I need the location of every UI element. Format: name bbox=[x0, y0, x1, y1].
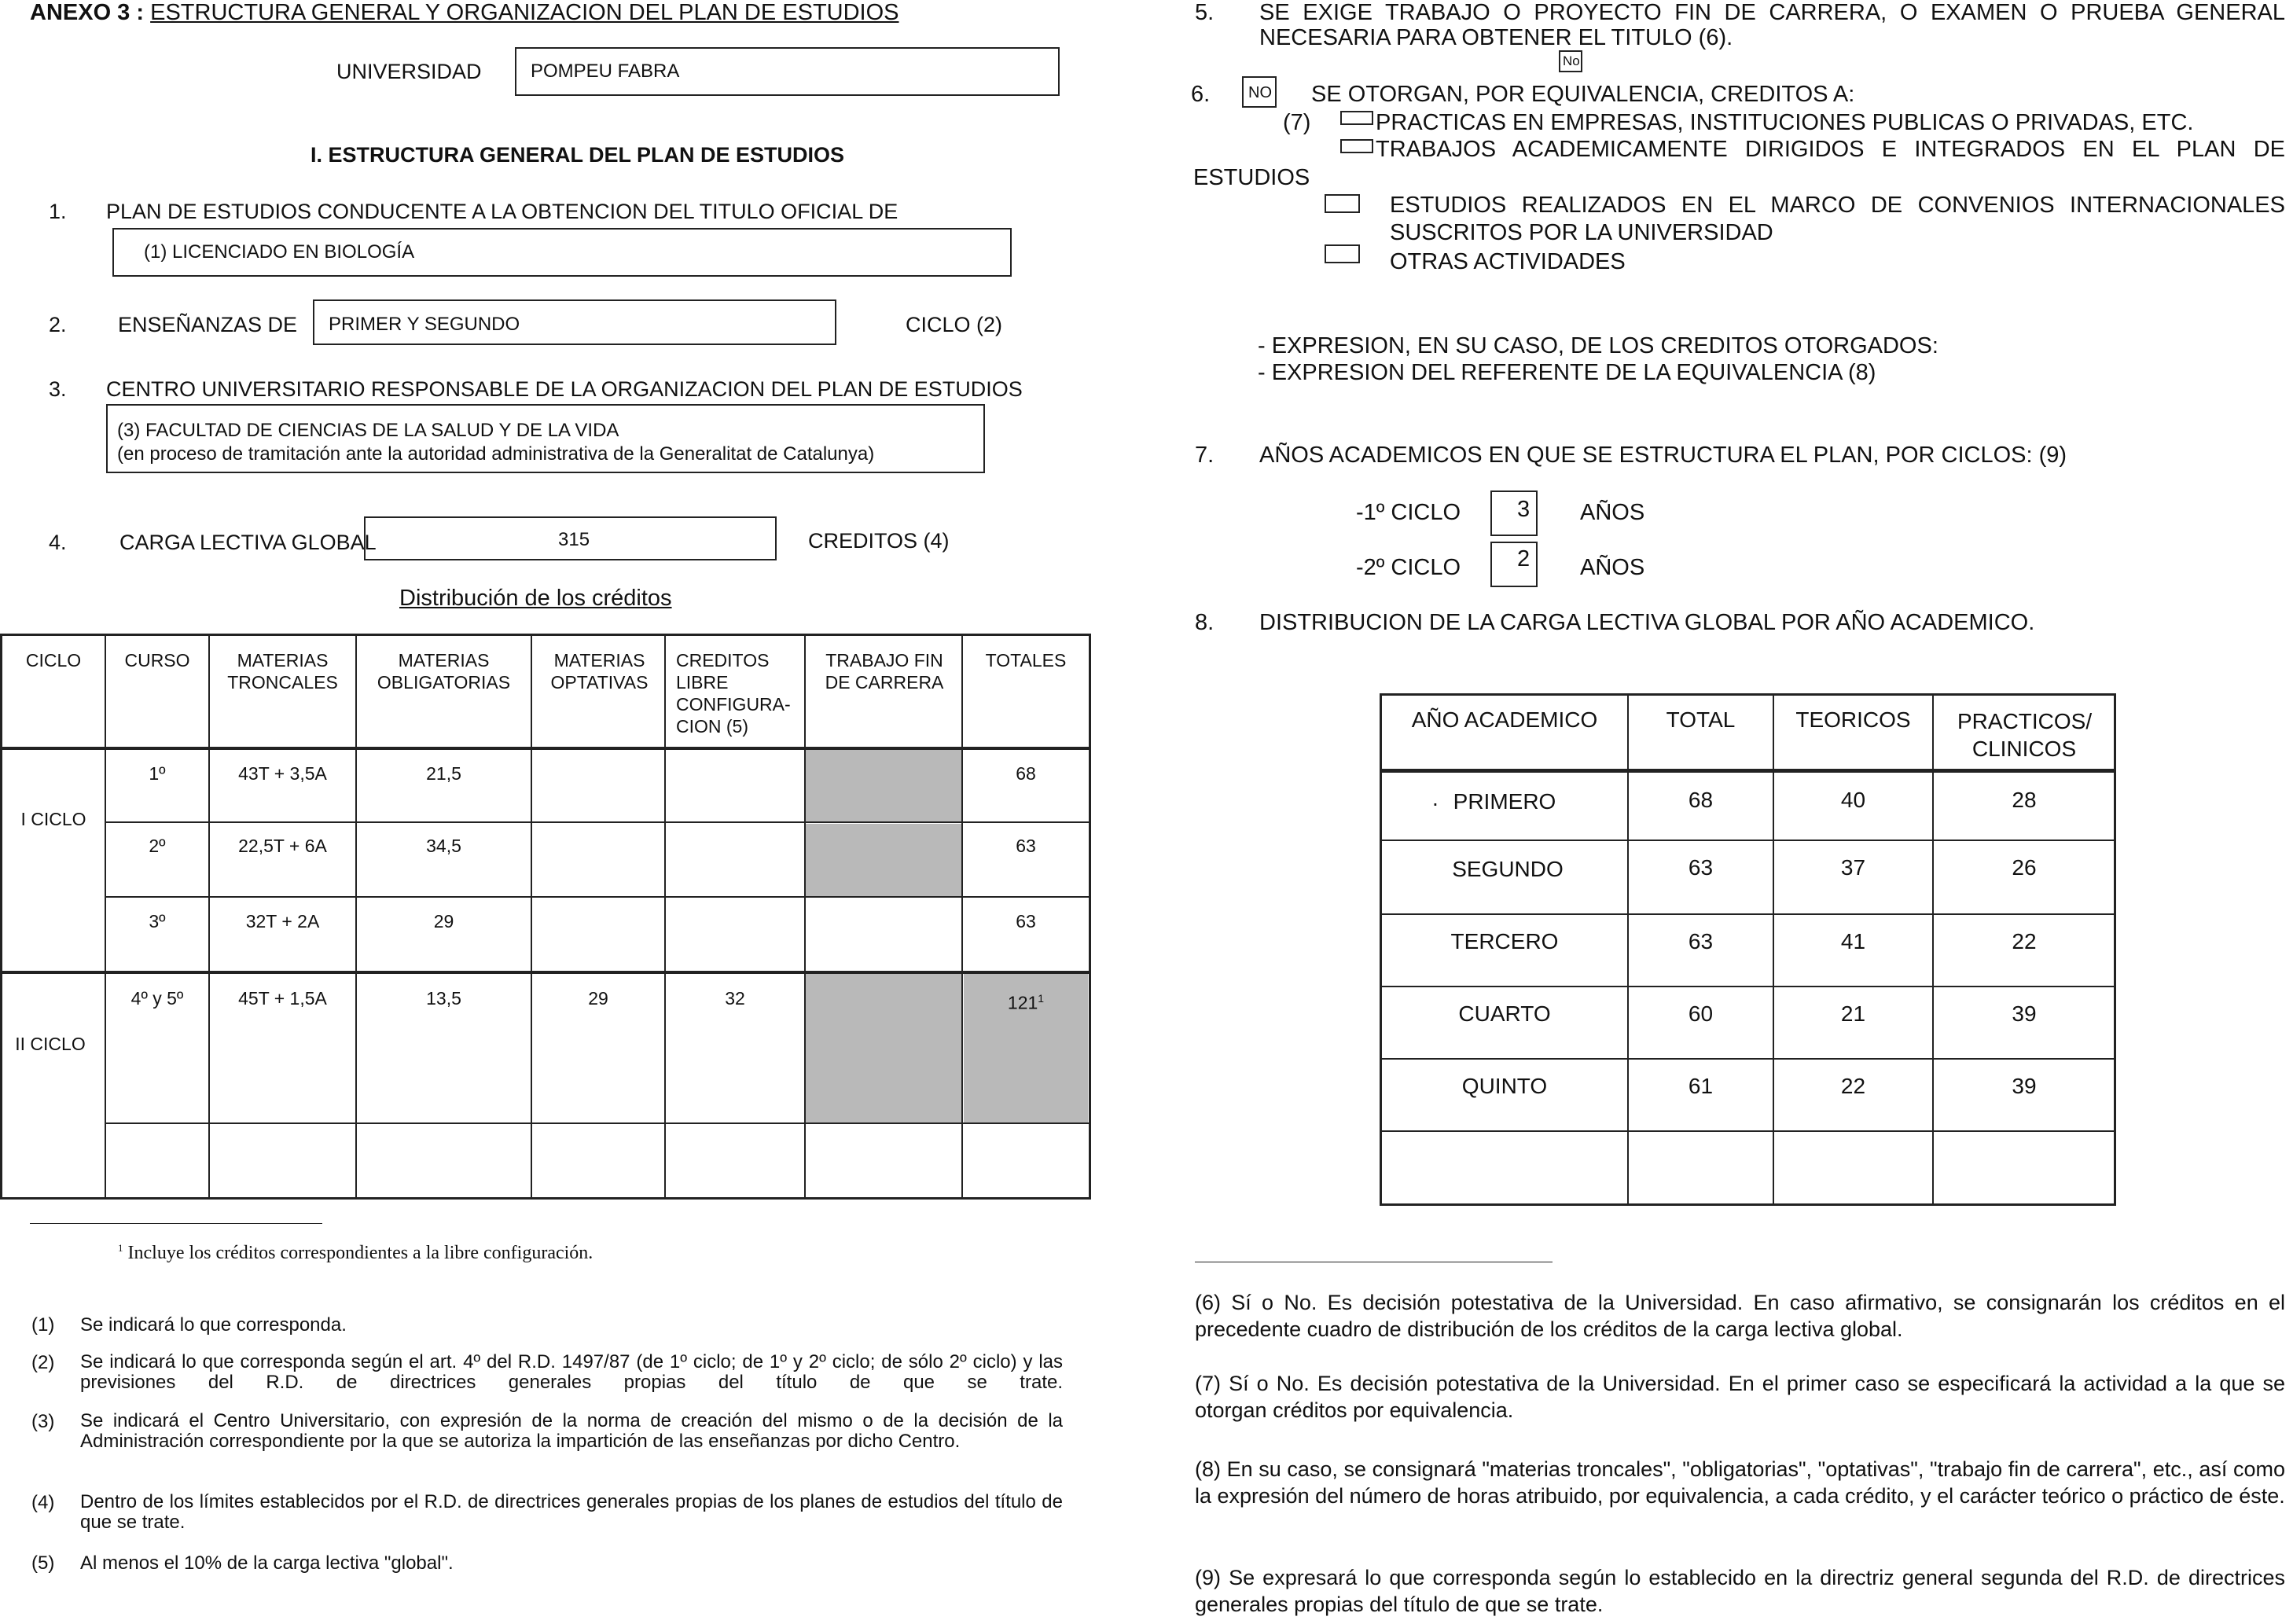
annual-th-teoricos: TEORICOS bbox=[1795, 707, 1911, 732]
annual-row-1-dot: . bbox=[1432, 786, 1439, 810]
titulo-field bbox=[112, 228, 1012, 277]
annual-th-total: TOTAL bbox=[1666, 707, 1736, 732]
ciclo-1-label: I CICLO bbox=[20, 809, 86, 829]
item7-num: 7. bbox=[1195, 443, 1214, 468]
hline-cycle bbox=[0, 971, 1091, 974]
annual-hline-header bbox=[1380, 769, 2116, 773]
opt4-checkbox[interactable] bbox=[1325, 244, 1360, 263]
ensenanzas-value: PRIMER Y SEGUNDO bbox=[329, 314, 520, 335]
shade-4a bbox=[806, 973, 961, 1122]
table-row-4-footnote-mark: 1 bbox=[1038, 992, 1045, 1005]
vline-5 bbox=[664, 634, 666, 1200]
note-2-num: (2) bbox=[31, 1352, 55, 1373]
annex-title: ESTRUCTURA GENERAL Y ORGANIZACION DEL PLAN DE ESTUDIOS bbox=[150, 0, 899, 25]
item7-text: AÑOS ACADEMICOS EN QUE SE ESTRUCTURA EL PLAN, POR CICLOS: (9) bbox=[1259, 443, 2067, 468]
note-1-text: Se indicará lo que corresponda. bbox=[80, 1314, 347, 1336]
shade-2 bbox=[806, 824, 961, 896]
ciclo2-label: -2º CICLO bbox=[1356, 555, 1461, 580]
titulo-value: (1) LICENCIADO EN BIOLOGÍA bbox=[144, 241, 415, 263]
annex-sep: : bbox=[136, 0, 145, 25]
annual-row-2-total: 63 bbox=[1688, 855, 1714, 880]
item4-text: CARGA LECTIVA GLOBAL bbox=[119, 531, 377, 554]
annual-row-4-total: 60 bbox=[1688, 1001, 1714, 1026]
note-1-num: (1) bbox=[31, 1314, 55, 1336]
th-trabajo: TRABAJO FIN DE CARRERA bbox=[825, 650, 944, 693]
note-4-text: Dentro de los límites establecidos por el R.D. de directrices generales propias de los planes de estudios del título de que se trate. bbox=[80, 1491, 1063, 1533]
th-curso: CURSO bbox=[124, 650, 190, 671]
annual-hline-1 bbox=[1380, 840, 2116, 841]
th-obligatorias: MATERIAS OBLIGATORIAS bbox=[377, 650, 511, 693]
table-row-1-troncales: 43T + 3,5A bbox=[238, 763, 327, 784]
right-note-7: (7) Sí o No. Es decisión potestativa de la Universidad. En el primer caso se especificará la actividad a la que se otorgan créditos por equivalencia. bbox=[1195, 1372, 2285, 1422]
item3-text: CENTRO UNIVERSITARIO RESPONSABLE DE LA ORGANIZACION DEL PLAN DE ESTUDIOS bbox=[106, 377, 1023, 401]
annual-hline-4 bbox=[1380, 1058, 2116, 1060]
right-note-9: (9) Se expresará lo que corresponda según lo establecido en la directriz general segunda del R.D. de directrices generales propias del título de que se trate. bbox=[1195, 1566, 2285, 1616]
annual-row-5-total: 61 bbox=[1688, 1074, 1714, 1098]
note-4-num: (4) bbox=[31, 1492, 55, 1513]
annual-hline-3 bbox=[1380, 986, 2116, 987]
hline-header bbox=[0, 747, 1091, 750]
table-row-4-libre: 32 bbox=[725, 988, 745, 1009]
table-row-1-totales: 68 bbox=[1016, 763, 1036, 784]
universidad-value: POMPEU FABRA bbox=[531, 61, 680, 82]
table-row-1-obligatorias: 21,5 bbox=[426, 763, 461, 784]
ciclo1-label: -1º CICLO bbox=[1356, 500, 1461, 525]
shade-1 bbox=[806, 749, 961, 821]
hline-r2 bbox=[105, 896, 1091, 898]
item5-line2: NECESARIA PARA OBTENER EL TITULO (6). bbox=[1259, 25, 1733, 50]
footnote-text: Incluye los créditos correspondientes a la libre configuración. bbox=[127, 1243, 593, 1263]
opt3-line2: SUSCRITOS POR LA UNIVERSIDAD bbox=[1390, 220, 1773, 245]
item6-num: 6. bbox=[1191, 82, 1211, 107]
table-row-4-curso: 4º y 5º bbox=[130, 988, 184, 1009]
item6-box bbox=[1242, 76, 1277, 108]
centro-value-2: (en proceso de tramitación ante la autoridad administrativa de la Generalitat de Catalunya) bbox=[117, 443, 875, 465]
annex-heading bbox=[30, 0, 899, 26]
opt1-label: PRACTICAS EN EMPRESAS, INSTITUCIONES PUBLICAS O PRIVADAS, ETC. bbox=[1376, 110, 2194, 135]
footnote-mark: 1 bbox=[118, 1242, 123, 1254]
section-title: I. ESTRUCTURA GENERAL DEL PLAN DE ESTUDIOS bbox=[311, 143, 845, 167]
annual-row-3-total: 63 bbox=[1688, 929, 1714, 953]
item5-num: 5. bbox=[1195, 0, 1214, 25]
ciclo2-value: 2 bbox=[1517, 546, 1531, 571]
table-row-3-obligatorias: 29 bbox=[433, 911, 454, 931]
ciclo2-box bbox=[1490, 542, 1538, 587]
ciclo-2-label: II CICLO bbox=[15, 1034, 86, 1054]
annual-hline-5 bbox=[1380, 1130, 2116, 1132]
annual-row-1-ano: PRIMERO bbox=[1453, 789, 1556, 814]
opt2-cont: ESTUDIOS bbox=[1193, 165, 1310, 190]
th-libre: CREDITOS LIBRE CONFIGURA- CION (5) bbox=[676, 650, 791, 737]
note-5-num: (5) bbox=[31, 1552, 55, 1574]
opt3-checkbox[interactable] bbox=[1325, 194, 1360, 213]
item5-box-value: No bbox=[1563, 53, 1580, 68]
footnote bbox=[118, 1242, 593, 1264]
table-row-4-troncales: 45T + 1,5A bbox=[238, 988, 327, 1009]
opt2-checkbox[interactable] bbox=[1340, 139, 1373, 153]
item1-text: PLAN DE ESTUDIOS CONDUCENTE A LA OBTENCION DEL TITULO OFICIAL DE bbox=[106, 200, 898, 223]
vline-6 bbox=[804, 634, 806, 1200]
annual-th-ano: AÑO ACADEMICO bbox=[1411, 707, 1598, 732]
opt4-label: OTRAS ACTIVIDADES bbox=[1390, 249, 1626, 274]
item8-text: DISTRIBUCION DE LA CARGA LECTIVA GLOBAL POR AÑO ACADEMICO. bbox=[1259, 610, 2035, 635]
annual-row-5-practicos: 39 bbox=[2012, 1074, 2037, 1098]
opt2-label: TRABAJOS ACADEMICAMENTE DIRIGIDOS E INTEGRADOS EN EL PLAN DE bbox=[1376, 137, 2285, 162]
item2-num: 2. bbox=[49, 313, 67, 336]
annual-row-5-teoricos: 22 bbox=[1840, 1074, 1866, 1098]
item5-line1: SE EXIGE TRABAJO O PROYECTO FIN DE CARRERA, O EXAMEN O PRUEBA GENERAL bbox=[1259, 0, 2285, 25]
right-note-6: (6) Sí o No. Es decisión potestativa de la Universidad. En caso afirmativo, se consignarán los créditos en el precedente cuadro de distribución de los créditos de la carga lectiva global. bbox=[1195, 1291, 2285, 1341]
ciclo1-value: 3 bbox=[1517, 497, 1531, 522]
item6-text: SE OTORGAN, POR EQUIVALENCIA, CREDITOS A: bbox=[1311, 82, 1855, 107]
annual-row-4-ano: CUARTO bbox=[1458, 1001, 1551, 1026]
item5-box bbox=[1559, 50, 1582, 72]
carga-value: 315 bbox=[558, 529, 590, 550]
table-row-4-totales-value: 121 bbox=[1007, 992, 1038, 1013]
note-3-text: Se indicará el Centro Universitario, con expresión de la norma de creación del mismo o de la decisión de la Administración correspondiente por la que se autoriza la impartición de las enseñanzas por dicho Centro. bbox=[80, 1410, 1063, 1452]
annual-row-4-teoricos: 21 bbox=[1840, 1001, 1866, 1026]
hline-r1 bbox=[105, 821, 1091, 823]
item3-num: 3. bbox=[49, 377, 67, 401]
opt1-checkbox[interactable] bbox=[1340, 111, 1373, 125]
th-troncales: MATERIAS TRONCALES bbox=[227, 650, 338, 693]
ciclo1-box bbox=[1490, 491, 1538, 536]
item8-num: 8. bbox=[1195, 610, 1214, 635]
opt3-line1: ESTUDIOS REALIZADOS EN EL MARCO DE CONVENIOS INTERNACIONALES bbox=[1390, 193, 2285, 218]
annual-row-1-teoricos: 40 bbox=[1840, 788, 1866, 812]
annual-hline-2 bbox=[1380, 913, 2116, 915]
universidad-field bbox=[515, 47, 1060, 96]
annual-row-4-practicos: 39 bbox=[2012, 1001, 2037, 1026]
table-row-2-troncales: 22,5T + 6A bbox=[238, 836, 327, 856]
vline-4 bbox=[531, 634, 532, 1200]
expression-1: - EXPRESION, EN SU CASO, DE LOS CREDITOS OTORGADOS: bbox=[1258, 333, 1938, 358]
annual-row-2-practicos: 26 bbox=[2012, 855, 2037, 880]
hline-r4 bbox=[105, 1122, 1091, 1124]
distribution-title: Distribución de los créditos bbox=[399, 586, 672, 611]
footnote-rule bbox=[30, 1223, 322, 1224]
table-row-3-curso: 3º bbox=[149, 911, 166, 931]
annual-row-5-ano: QUINTO bbox=[1461, 1074, 1548, 1098]
ciclo1-anos: AÑOS bbox=[1580, 500, 1645, 525]
table-row-3-troncales: 32T + 2A bbox=[245, 911, 320, 931]
table-row-4-obligatorias: 13,5 bbox=[426, 988, 461, 1009]
universidad-label: UNIVERSIDAD bbox=[336, 60, 482, 83]
annex-label: ANEXO 3 bbox=[30, 0, 130, 25]
item4-num: 4. bbox=[49, 531, 67, 554]
table-row-3-totales: 63 bbox=[1016, 911, 1036, 931]
table-row-2-curso: 2º bbox=[149, 836, 166, 856]
table-row-1-curso: 1º bbox=[149, 763, 166, 784]
item4-suffix: CREDITOS (4) bbox=[808, 529, 950, 553]
table-row-2-totales: 63 bbox=[1016, 836, 1036, 856]
item2-suffix: CICLO (2) bbox=[906, 313, 1003, 336]
annual-row-1-total: 68 bbox=[1688, 788, 1714, 812]
annual-row-3-teoricos: 41 bbox=[1840, 929, 1866, 953]
item2-text: ENSEÑANZAS DE bbox=[118, 313, 298, 336]
carga-field bbox=[364, 516, 777, 560]
ensenanzas-field bbox=[313, 299, 836, 345]
table-row-2-obligatorias: 34,5 bbox=[426, 836, 461, 856]
th-totales: TOTALES bbox=[985, 650, 1067, 671]
annual-row-2-teoricos: 37 bbox=[1840, 855, 1866, 880]
annual-row-1-practicos: 28 bbox=[2012, 788, 2037, 812]
centro-field bbox=[106, 404, 985, 473]
note-2-text: Se indicará lo que corresponda según el art. 4º del R.D. 1497/87 (de 1º ciclo; de 1º y 2º ciclo; de sólo 2º ciclo) y las previsiones del R.D. de directrices generales propias del título de que se trate. bbox=[80, 1351, 1063, 1393]
th-optativas: MATERIAS OPTATIVAS bbox=[550, 650, 649, 693]
table-row-4-optativas: 29 bbox=[588, 988, 608, 1009]
th-ciclo: CICLO bbox=[25, 650, 82, 671]
annual-row-3-ano: TERCERO bbox=[1450, 929, 1559, 953]
note-3-num: (3) bbox=[31, 1411, 55, 1432]
note-5-text: Al menos el 10% de la carga lectiva "global". bbox=[80, 1552, 454, 1574]
ciclo2-anos: AÑOS bbox=[1580, 555, 1645, 580]
annual-th-practicos: PRACTICOS/ CLINICOS bbox=[1957, 709, 2093, 761]
centro-value-1: (3) FACULTAD DE CIENCIAS DE LA SALUD Y DE LA VIDA bbox=[117, 420, 619, 441]
right-note-8: (8) En su caso, se consignará "materias troncales", "obligatorias", "optativas", "trabajo fin de carrera", etc., así como la expresión del número de horas atribuido, por equivalencia, a cada crédito, y el carácter teórico o práctico de éste. bbox=[1195, 1457, 2285, 1508]
annual-row-3-practicos: 22 bbox=[2012, 929, 2037, 953]
item1-num: 1. bbox=[49, 200, 67, 223]
item6-box-value: NO bbox=[1248, 84, 1272, 101]
hline-r4-libre bbox=[664, 1122, 806, 1124]
item6-ref: (7) bbox=[1283, 110, 1311, 135]
annual-row-2-ano: SEGUNDO bbox=[1452, 857, 1564, 881]
table-row-4-totales bbox=[963, 987, 1089, 1014]
expression-2: - EXPRESION DEL REFERENTE DE LA EQUIVALENCIA (8) bbox=[1258, 360, 1876, 385]
